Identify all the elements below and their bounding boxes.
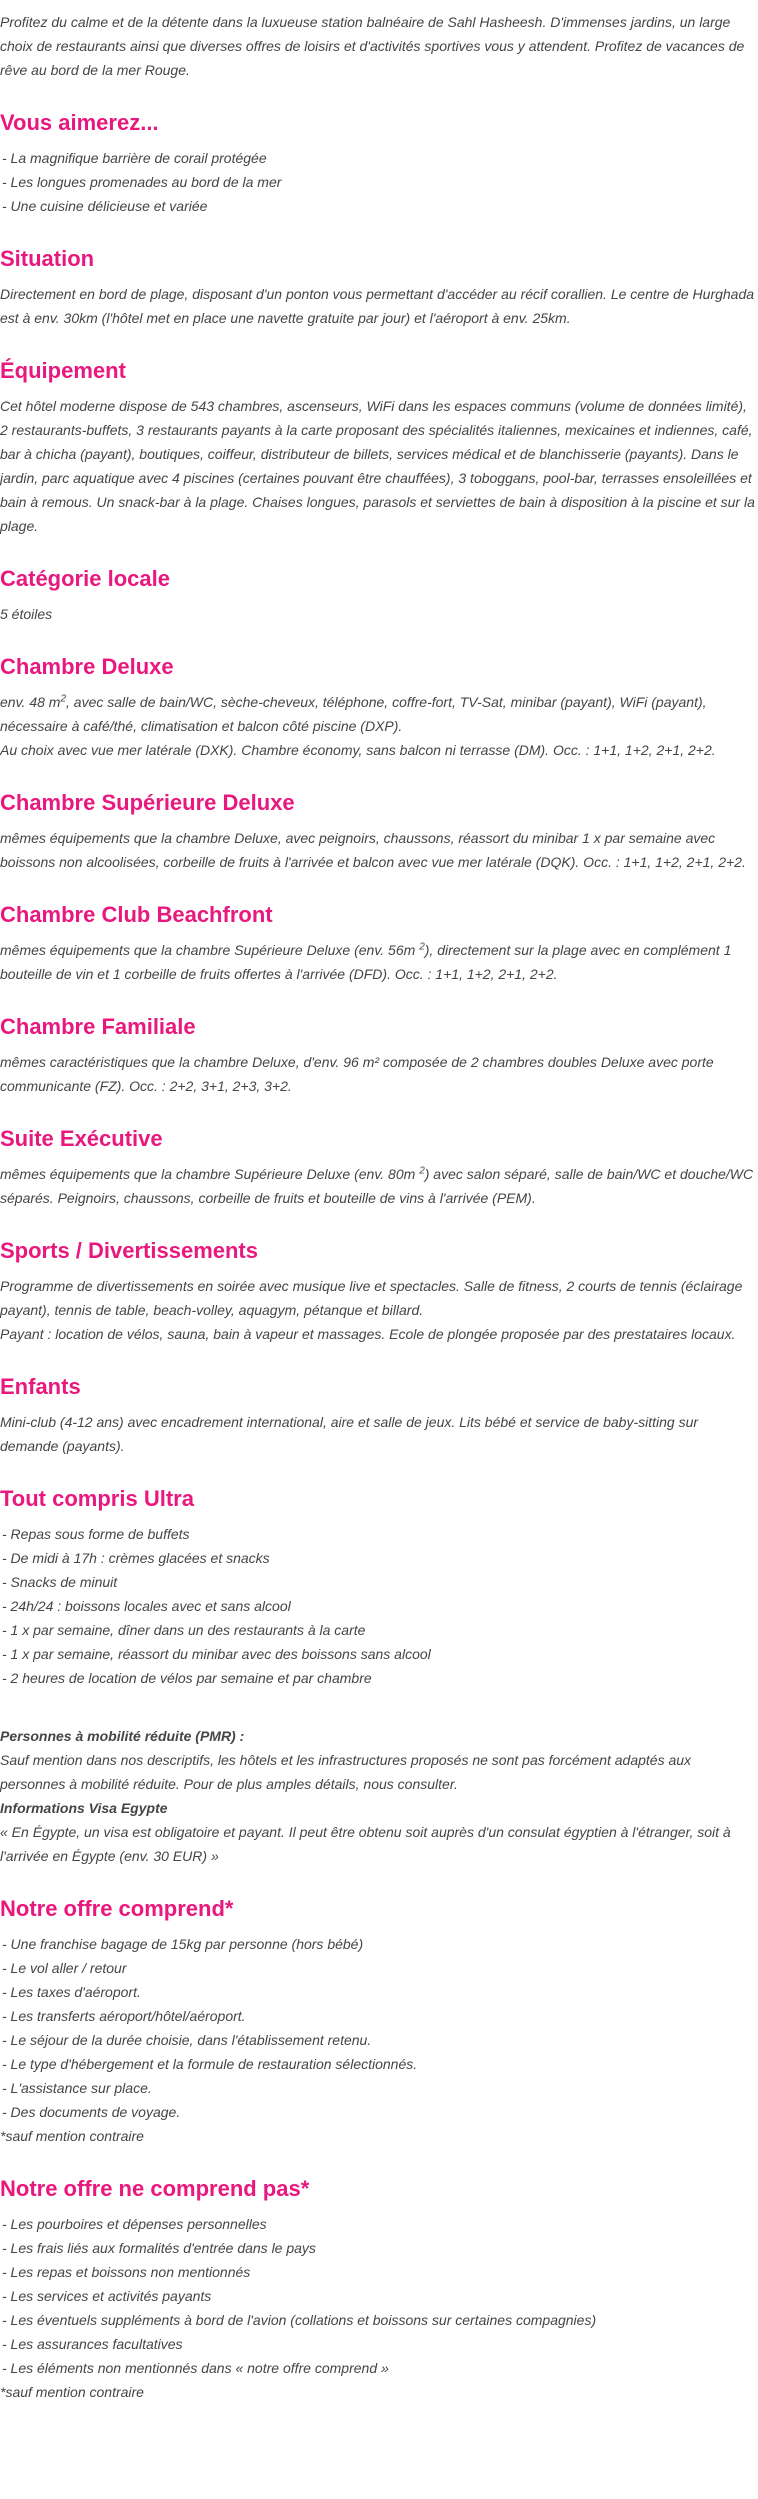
pmr-text: Sauf mention dans nos descriptifs, les hôtels et les infrastructures proposés ne sont pas forcément adaptés aux personnes à mobilité réduite. Pour de plus amples détails, nous consulter.: [0, 1752, 692, 1792]
text-part: , avec salle de bain/WC, sèche-cheveux, téléphone, coffre-fort, TV-Sat, minibar (payant), WiFi (payant), nécessaire à café/thé, climatisation et balcon côté piscine (DXP).: [0, 694, 707, 734]
section-title: Suite Exécutive: [0, 1126, 163, 1151]
list-item: - Les assurances facultatives: [2, 2336, 183, 2352]
chambre-club-text: [0, 938, 758, 986]
list-item: - Les repas et boissons non mentionnés: [2, 2264, 251, 2280]
text-part: env. 48 m: [0, 694, 61, 710]
section-sports: [0, 1236, 758, 1346]
list-item: - Les transferts aéroport/hôtel/aéroport.: [2, 2008, 246, 2024]
all-inclusive-list: [0, 1522, 758, 1690]
visa-title: Informations Visa Egypte: [0, 1800, 168, 1816]
list-item: - Les longues promenades au bord de la mer: [2, 174, 282, 190]
list-item: - Une franchise bagage de 15kg par personne (hors bébé): [2, 1936, 364, 1952]
list-item: - 24h/24 : boissons locales avec et sans alcool: [2, 1598, 291, 1614]
list-item: - Les éléments non mentionnés dans « notre offre comprend »: [2, 2360, 389, 2376]
footnote: *sauf mention contraire: [0, 2128, 144, 2144]
section-title: Chambre Deluxe: [0, 654, 174, 679]
list-item: - 1 x par semaine, réassort du minibar avec des boissons sans alcool: [2, 1646, 431, 1662]
list-item: - Les éventuels suppléments à bord de l'avion (collations et boissons sur certaines compagnies): [2, 2312, 597, 2328]
chambre-deluxe-text: [0, 690, 758, 738]
highlights-list: [0, 146, 758, 218]
section-title: Tout compris Ultra: [0, 1486, 194, 1511]
section-title: Équipement: [0, 358, 126, 383]
section-title: Situation: [0, 246, 95, 271]
list-item: - La magnifique barrière de corail protégée: [2, 150, 267, 166]
section-chambre-familiale: [0, 1012, 758, 1098]
section-title: Chambre Supérieure Deluxe: [0, 790, 295, 815]
section-chambre-club: [0, 900, 758, 986]
suite-executive-text: [0, 1162, 758, 1210]
text-part: mêmes équipements que la chambre Supérieure Deluxe (env. 56m: [0, 942, 420, 958]
superscript: 2: [419, 1165, 425, 1177]
list-item: - Le séjour de la durée choisie, dans l'établissement retenu.: [2, 2032, 372, 2048]
included-list: [0, 1932, 758, 2124]
section-suite-executive: [0, 1124, 758, 1210]
section-offre-comprend: [0, 1894, 758, 2148]
list-item: - Le type d'hébergement et la formule de restauration sélectionnés.: [2, 2056, 418, 2072]
sports-text: Programme de divertissements en soirée avec musique live et spectacles. Salle de fitness, 2 courts de tennis (éclairage payant), tennis de table, beach-volley, aquagym, pétanque et billard.: [0, 1278, 743, 1318]
section-title: Notre offre comprend*: [0, 1896, 234, 1921]
excluded-list: [0, 2212, 758, 2380]
section-title: Notre offre ne comprend pas*: [0, 2176, 310, 2201]
section-title: Sports / Divertissements: [0, 1238, 258, 1263]
list-item: - Repas sous forme de buffets: [2, 1526, 190, 1542]
footnote: *sauf mention contraire: [0, 2384, 144, 2400]
section-chambre-superieure-deluxe: [0, 788, 758, 874]
list-item: - Les frais liés aux formalités d'entrée dans le pays: [2, 2240, 316, 2256]
chambre-familiale-text: mêmes caractéristiques que la chambre Deluxe, d'env. 96 m² composée de 2 chambres doubles Deluxe avec porte communicante (FZ). Occ. : 2+2, 3+1, 2+3, 3+2.: [0, 1054, 714, 1094]
section-title: Vous aimerez...: [0, 110, 159, 135]
section-chambre-deluxe: [0, 652, 758, 762]
equipement-text: Cet hôtel moderne dispose de 543 chambres, ascenseurs, WiFi dans les espaces communs (volume de données limité), 2 restaurants-buffets, 3 restaurants payants à la carte proposant des spécialités italiennes, mexicaines et indiennes, café, bar à chicha (payant), boutiques, coiffeur, distributeur de billets, services médical et de blanchisserie (payants). Dans le jardin, parc aquatique avec 4 piscines (certaines pouvant être chauffées), 3 toboggans, pool-bar, terrasses ensoleillées et bain à remous. Un snack-bar à la plage. Chaises longues, parasols et serviettes de bain à disposition à la piscine et sur la plage.: [0, 398, 755, 534]
list-item: - Les pourboires et dépenses personnelles: [2, 2216, 267, 2232]
list-item: - Snacks de minuit: [2, 1574, 118, 1590]
situation-text: Directement en bord de plage, disposant d'un ponton vous permettant d'accéder au récif corallien. Le centre de Hurghada est à env. 30km (l'hôtel met en place une navette gratuite par jour) et l'aéroport à env. 25km.: [0, 286, 755, 326]
section-equipement: [0, 356, 758, 538]
section-title: Catégorie locale: [0, 566, 170, 591]
section-title: Chambre Familiale: [0, 1014, 196, 1039]
enfants-text: Mini-club (4-12 ans) avec encadrement international, aire et salle de jeux. Lits bébé et service de baby-sitting sur demande (payants).: [0, 1414, 699, 1454]
section-categorie: [0, 564, 758, 626]
sports-paid-text: Payant : location de vélos, sauna, bain à vapeur et massages. Ecole de plongée proposée par des prestataires locaux.: [0, 1326, 736, 1342]
section-vous-aimerez: [0, 108, 758, 218]
section-title: Enfants: [0, 1374, 81, 1399]
text-part: ), directement sur la plage avec en complément 1 bouteille de vin et 1 corbeille de fruits offertes à l'arrivée (DFD). Occ. : 1+1, 1+2, 2+1, 2+2.: [0, 942, 732, 982]
list-item: - Des documents de voyage.: [2, 2104, 181, 2120]
text-part: mêmes équipements que la chambre Supérieure Deluxe (env. 80m: [0, 1166, 420, 1182]
list-item: - Le vol aller / retour: [2, 1960, 127, 1976]
list-item: - 1 x par semaine, dîner dans un des restaurants à la carte: [2, 1622, 366, 1638]
intro-text: Profitez du calme et de la détente dans la luxueuse station balnéaire de Sahl Hasheesh. D'immenses jardins, un large choix de restaurants ainsi que diverses offres de loisirs et d'activités sportives vous y attendent. Profitez de vacances de rêve au bord de la mer Rouge.: [0, 14, 745, 78]
section-situation: [0, 244, 758, 330]
section-tout-compris: [0, 1484, 758, 1690]
superscript: 2: [419, 941, 425, 953]
list-item: - L'assistance sur place.: [2, 2080, 152, 2096]
list-item: - Une cuisine délicieuse et variée: [2, 198, 208, 214]
section-offre-ne-comprend: [0, 2174, 758, 2404]
hotel-description: [0, 10, 758, 2404]
chambre-sup-deluxe-text: mêmes équipements que la chambre Deluxe, avec peignoirs, chaussons, réassort du minibar 1 x par semaine avec boissons non alcoolisées, corbeille de fruits à l'arrivée et balcon avec vue mer latérale (DQK). Occ. : 1+1, 1+2, 2+1, 2+2.: [0, 830, 746, 870]
section-title: Chambre Club Beachfront: [0, 902, 273, 927]
chambre-deluxe-options: Au choix avec vue mer latérale (DXK). Chambre économy, sans balcon ni terrasse (DM). Occ. : 1+1, 1+2, 2+1, 2+2.: [0, 742, 716, 758]
list-item: - De midi à 17h : crèmes glacées et snacks: [2, 1550, 270, 1566]
categorie-text: 5 étoiles: [0, 606, 53, 622]
section-pmr-visa: [0, 1724, 758, 1868]
visa-text: « En Égypte, un visa est obligatoire et payant. Il peut être obtenu soit auprès d'un consulat égyptien à l'étranger, soit à l'arrivée en Égypte (env. 30 EUR) »: [0, 1824, 731, 1864]
superscript: 2: [60, 693, 66, 705]
list-item: - Les taxes d'aéroport.: [2, 1984, 141, 2000]
list-item: - Les services et activités payants: [2, 2288, 212, 2304]
list-item: - 2 heures de location de vélos par semaine et par chambre: [2, 1670, 372, 1686]
text-part: ) avec salon séparé, salle de bain/WC et douche/WC séparés. Peignoirs, chaussons, corbeille de fruits et bouteille de vins à l'arrivée (PEM).: [0, 1166, 754, 1206]
section-enfants: [0, 1372, 758, 1458]
pmr-title: Personnes à mobilité réduite (PMR) :: [0, 1728, 245, 1744]
